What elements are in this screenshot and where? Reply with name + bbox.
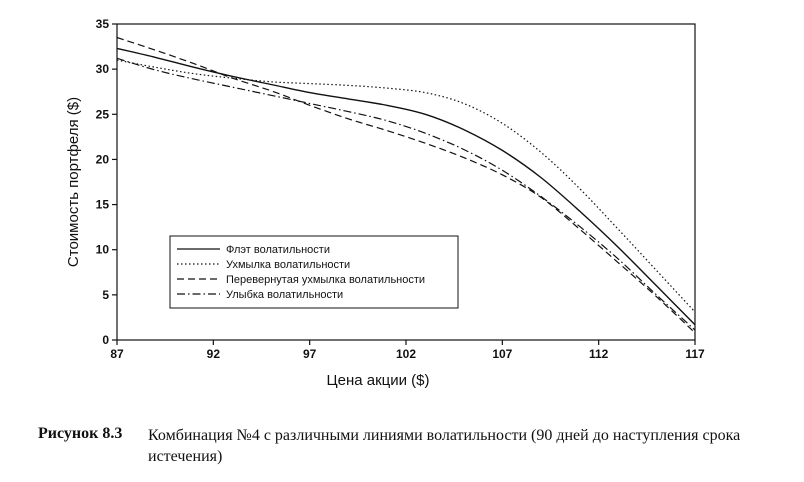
caption-label: Рисунок 8.3: [38, 425, 123, 442]
axes: [96, 17, 705, 361]
legend-label: Ухмылка волатильности: [226, 259, 351, 271]
x-tick-label: 107: [492, 347, 513, 361]
legend-label: Улыбка волатильности: [226, 289, 344, 301]
y-tick-label: 20: [95, 152, 109, 167]
x-tick-label: 87: [110, 347, 124, 361]
x-tick-label: 102: [395, 347, 417, 361]
x-tick-label: 112: [588, 347, 609, 361]
legend: [170, 236, 458, 308]
y-tick-label: 10: [95, 242, 109, 257]
x-axis-title: Цена акции ($): [326, 372, 430, 389]
y-tick-label: 25: [95, 107, 109, 122]
y-axis-title: Стоимость портфеля ($): [65, 96, 82, 268]
y-tick-label: 15: [95, 197, 109, 212]
legend-label: Флэт волатильности: [226, 244, 330, 256]
legend-label: Перевернутая ухмылка волатильности: [226, 274, 426, 286]
x-tick-label: 117: [685, 347, 705, 361]
y-tick-label: 35: [95, 17, 109, 31]
x-tick-label: 97: [302, 347, 317, 361]
caption-text: Комбинация №4 с различными линиями волатильности (90 дней до наступления срока истечения): [148, 427, 741, 465]
y-tick-label: 0: [102, 333, 109, 347]
y-tick-label: 30: [95, 62, 109, 77]
x-tick-label: 92: [206, 347, 221, 361]
y-tick-label: 5: [102, 287, 109, 302]
